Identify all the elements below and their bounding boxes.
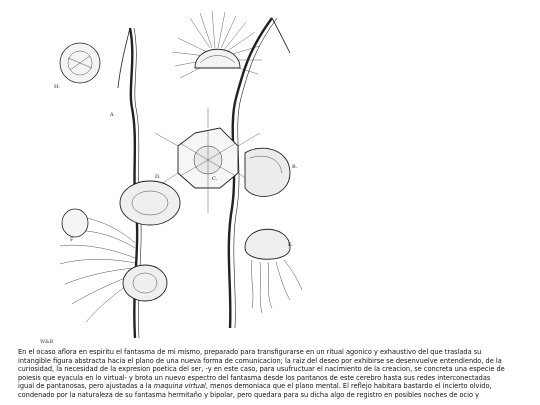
label-h: H. — [54, 84, 60, 90]
medusa-right-lower — [245, 229, 302, 313]
caption-text: , menos demoniaca que el plano mental. El reflejo habitara bastardo el incierto olvido, — [205, 382, 492, 390]
caption-paragraph — [18, 348, 523, 399]
label-b: B. — [292, 164, 298, 170]
label-c: C. — [212, 176, 218, 182]
label-d: D. — [155, 174, 161, 180]
medusa-top-left — [60, 43, 100, 83]
medusa-lower-left — [123, 265, 167, 301]
caption-line: poiesis que eyacula en lo virtual- y brota un nuevo espectro del fantasma desde los pantanos de este cerebro hasta sus redes interconectadas — [18, 373, 491, 382]
medusa-f — [62, 209, 88, 237]
bell-medusa-top — [195, 49, 240, 68]
caption-line: intangible figura abstracta hacia el plano de una nueva forma de comunicacion; la raiz del deseo por exhibirse se desenvuelve entendiendo, de la — [18, 356, 502, 365]
caption-line — [18, 382, 523, 391]
label-e: E. — [288, 242, 294, 248]
caption-emphasis: maquina virtual — [153, 382, 206, 390]
polyp-right-upper — [245, 148, 290, 196]
label-f: F — [70, 237, 74, 243]
hydroid-body-left — [120, 181, 180, 225]
illustrator-signature: W&B — [40, 339, 54, 345]
caption-line: En el ocaso aflora en espiritu el fantasma de mi mismo, preparado para transfigurarse en un ritual agonico y exhaustivo del que traslada su — [18, 348, 482, 356]
scientific-illustration — [40, 8, 340, 348]
caption-text: igual de pantanosas, pero ajustadas a la — [18, 382, 154, 390]
caption-line: curiosidad, la necesidad de la expresion poetica del ser, -y en este caso, para usufructuar el nacimiento de la creacion, se concreta una especie de — [18, 365, 505, 373]
label-a: A — [110, 112, 114, 118]
caption-line: condenado por la naturaleza de su fantasma hermitaño y bipolar, pero quedara para su dicha algo de registro en posibles noches de ocio y — [18, 390, 480, 399]
